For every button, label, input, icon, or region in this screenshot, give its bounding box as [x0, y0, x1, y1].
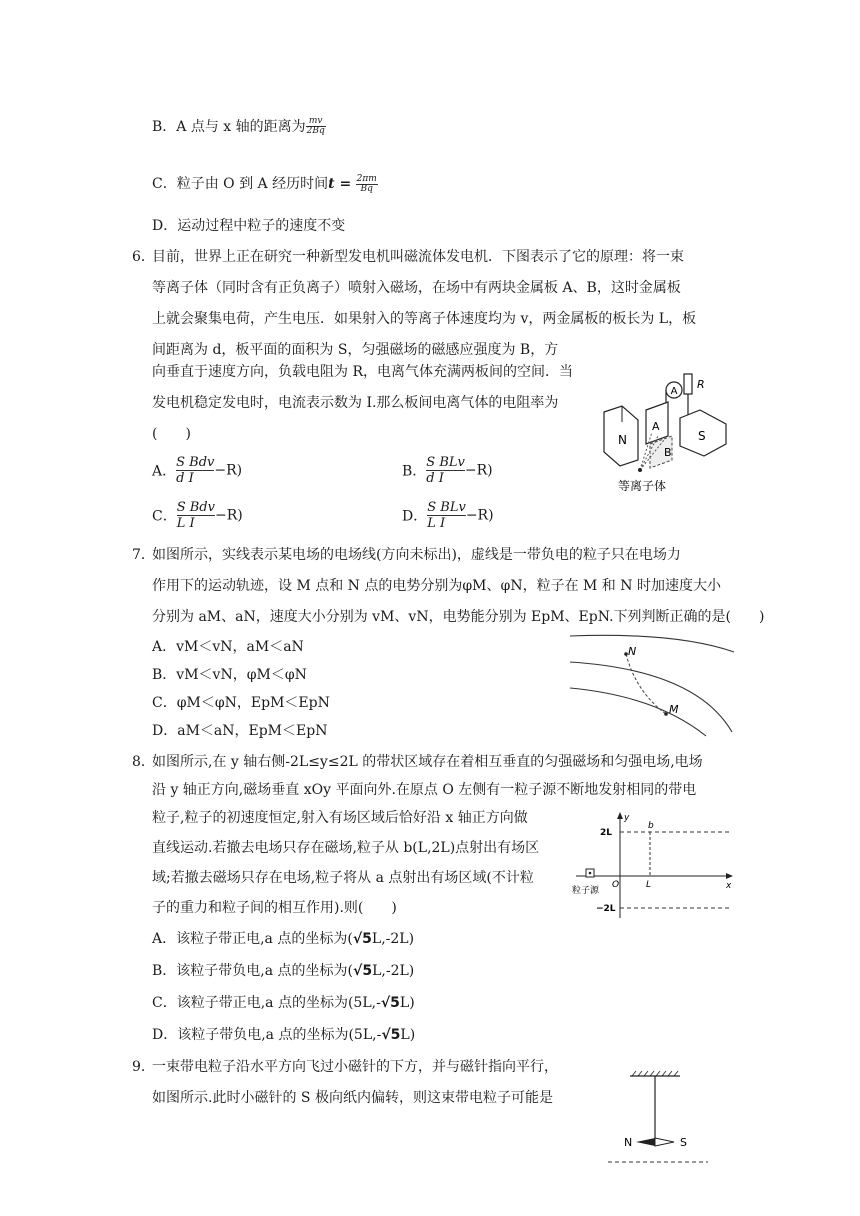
q8-option-c: C．该粒子带正电,a 点的坐标为(5L,-√5L) — [152, 995, 415, 1011]
q7-option-d: D．aM＜aN，EpM＜EpN — [152, 723, 328, 739]
band-field-figure — [566, 808, 736, 920]
point-m-label: M — [669, 703, 679, 716]
q6-option-a: A． S Bdv d I −R) — [152, 455, 243, 486]
q6-line-6: 发电机稳定发电时，电流表示数为 I.那么板间电离气体的电阻率为 — [152, 395, 559, 411]
needle-s-half — [655, 1138, 674, 1146]
q7-option-c: C．φM＜φN，EpM＜EpN — [152, 695, 330, 711]
q6-option-c: C． S Bdv L I −R) — [152, 500, 243, 531]
needle-s-label: S — [680, 1136, 687, 1149]
q6-line-3: 上就会聚集电荷，产生电压．如果射入的等离子体速度均为 v，两金属板的板长为 L，板 — [152, 311, 697, 327]
compass-needle-figure — [600, 1068, 716, 1168]
q9-number: 9． — [132, 1059, 155, 1075]
q5-option-c-fraction: $\frac{2\pi m}{Bq}$ — [356, 173, 377, 194]
q8-line-4: 直线运动.若撤去电场只存在磁场,粒子从 b(L,2L)点射出有场区 — [152, 840, 540, 856]
q9-line-2: 如图所示.此时小磁针的 S 极向纸内偏转，则这束带电粒子可能是 — [152, 1090, 553, 1106]
q6-option-d: D． S BLv L I −R) — [402, 500, 494, 531]
q6-number: 6． — [132, 249, 155, 265]
q7-line-3: 分别为 aM、aN，速度大小分别为 vM、vN，电势能分别为 EpM、EpN.下列判断正确的是( ) — [152, 609, 765, 625]
q8-option-a: A．该粒子带正电,a 点的坐标为(√5L,-2L) — [152, 931, 415, 947]
q8-number: 8． — [132, 754, 155, 770]
needle-n-half — [636, 1138, 655, 1146]
resistor-label: R — [697, 378, 705, 391]
q8-option-d: D．该粒子带负电,a 点的坐标为(5L,-√5L) — [152, 1027, 416, 1043]
q7-line-1: 如图所示，实线表示某电场的电场线(方向未标出)，虚线是一带负电的粒子只在电场力 — [152, 547, 681, 563]
y-axis-label: y — [624, 813, 630, 823]
q5-option-c: C．粒子由 O 到 A 经历时间t = $\frac{2\pi m}{Bq}$ — [152, 173, 377, 194]
label-b: b — [648, 821, 654, 831]
q5-option-d: D．运动过程中粒子的速度不变 — [152, 218, 346, 234]
mhd-generator-figure — [596, 360, 736, 500]
label-o: O — [612, 880, 620, 890]
q8-line-3: 粒子,粒子的初速度恒定,射入有场区域后恰好沿 x 轴正方向做 — [152, 810, 528, 826]
q5-option-b: B．A 点与 x 轴的距离为 $\frac{mv}{2Bq}$ — [152, 116, 325, 136]
q5-option-b-fraction: $\frac{mv}{2Bq}$ — [306, 116, 325, 136]
q6-line-5: 向垂直于速度方向，负载电阻为 R，电离气体充满两板间的空间．当 — [152, 364, 573, 380]
magnet-n-label: N — [618, 433, 627, 447]
q6-line-7: ( ) — [152, 426, 191, 442]
q6-option-b: B． S BLv d I −R) — [402, 455, 493, 486]
q7-line-2: 作用下的运动轨迹，设 M 点和 N 点的电势分别为φM、φN，粒子在 M 和 N 时加速度大小 — [152, 578, 721, 594]
plate-a-label: A — [652, 420, 660, 433]
q8-line-2: 沿 y 轴正方向,磁场垂直 xOy 平面向外.在原点 O 左侧有一粒子源不断地发射相同的带电 — [152, 782, 697, 798]
particle-source-label: 粒子源 — [572, 886, 600, 896]
q6-line-1: 目前，世界上正在研究一种新型发电机叫磁流体发电机．下图表示了它的原理：将一束 — [152, 249, 684, 265]
field-lines-figure — [566, 632, 736, 738]
plate-b-label: B — [664, 446, 672, 459]
point-n-label: N — [628, 645, 637, 658]
q8-line-5: 域;若撤去磁场只存在电场,粒子将从 a 点射出有场区域(不计粒 — [152, 870, 534, 886]
q7-option-b: B．vM＜vN，φM＜φN — [152, 667, 307, 683]
q8-line-1: 如图所示,在 y 轴右侧-2L≤y≤2L 的带状区域存在着相互垂直的匀强磁场和匀强电场,电场 — [152, 754, 703, 770]
q7-number: 7． — [132, 547, 155, 563]
ammeter-label: A — [670, 386, 678, 397]
plasma-caption: 等离子体 — [618, 479, 667, 493]
q6-line-2: 等离子体（同时含有正负离子）喷射入磁场，在场中有两块金属板 A、B，这时金属板 — [152, 280, 681, 296]
field-line-2 — [570, 662, 732, 732]
particle-trajectory — [626, 654, 666, 714]
q7-option-a: A．vM＜vN，aM＜aN — [152, 639, 304, 655]
field-line-3 — [570, 688, 706, 736]
field-line-1 — [570, 635, 734, 652]
q8-line-6: 子的重力和粒子间的相互作用).则( ) — [152, 900, 397, 916]
x-axis-label: x — [726, 881, 732, 891]
label-l: L — [646, 880, 652, 890]
q9-line-1: 一束带电粒子沿水平方向飞过小磁针的下方，并与磁针指向平行， — [152, 1059, 558, 1075]
magnet-s-label: S — [698, 429, 706, 443]
needle-n-label: N — [624, 1136, 633, 1149]
q8-option-b: B．该粒子带负电,a 点的坐标为(√5L,-2L) — [152, 963, 415, 979]
q6-line-4: 间距离为 d，板平面的面积为 S，匀强磁场的磁感应强度为 B，方 — [152, 342, 559, 358]
label-neg-2l: −2L — [596, 904, 616, 914]
label-2l: 2L — [600, 828, 612, 838]
resistor-icon — [684, 374, 692, 394]
